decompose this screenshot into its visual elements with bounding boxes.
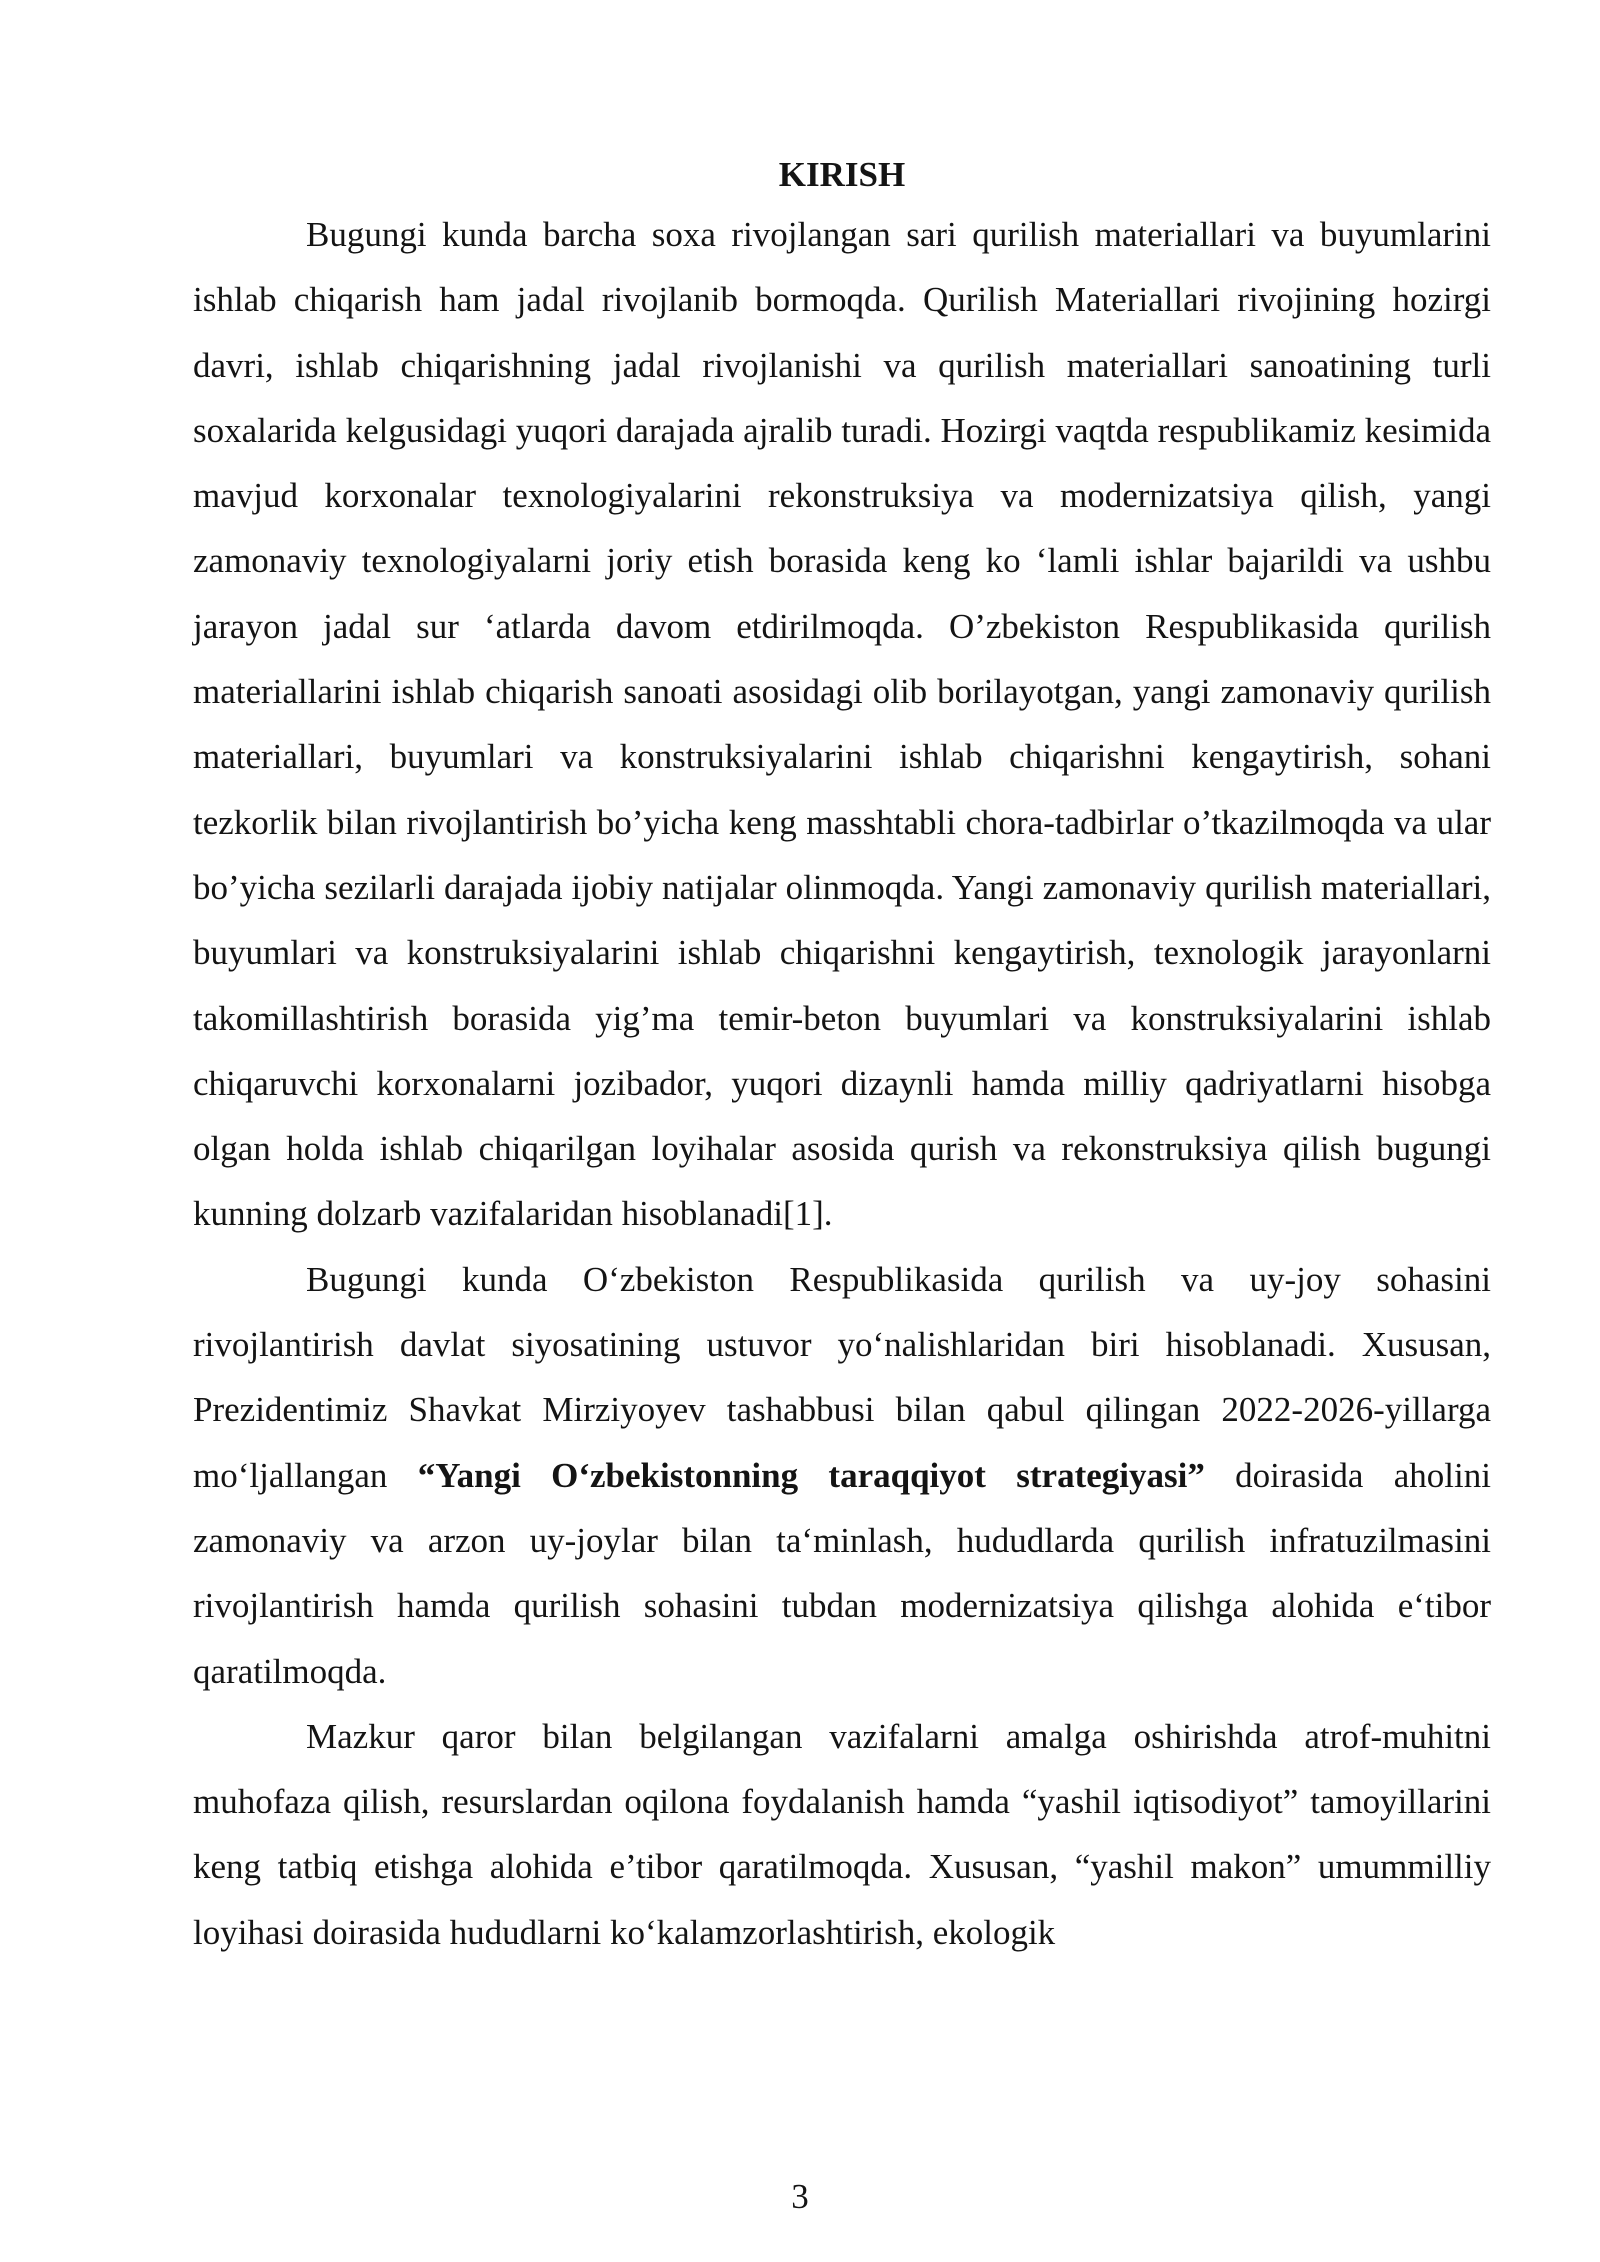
- paragraph-1: Bugungi kunda barcha soxa rivojlangan sari qurilish materiallari va buyumlarini ishlab chiqarish ham jadal rivojlanib bormoqda. Qurilish Materiallari rivojining hozirgi davri, ishlab chiqarishning jadal rivojlanishi va qurilish materiallari sanoatining turli soxalarida kelgusidagi yuqori darajada ajralib turadi. Hozirgi vaqtda respublikamiz kesimida mavjud korxonalar texnologiyalarini rekonstruksiya va modernizatsiya qilish, yangi zamonaviy texnologiyalarni joriy etish borasida keng ko ‘lamli ishlar bajarildi va ushbu jarayon jadal sur ‘atlarda davom etdirilmoqda. O’zbekiston Respublikasida qurilish materiallarini ishlab chiqarish sanoati asosidagi olib borilayotgan, yangi zamonaviy qurilish materiallari, buyumlari va konstruksiyalarini ishlab chiqarishni kengaytirish, sohani tezkorlik bilan rivojlantirish bo’yicha keng masshtabli chora-tadbirlar o’tkazilmoqda va ular bo’yicha sezilarli darajada ijobiy natijalar olinmoqda. Yangi zamonaviy qurilish materiallari, buyumlari va konstruksiyalarini ishlab chiqarishni kengaytirish, texnologik jarayonlarni takomillashtirish borasida yig’ma temir-beton buyumlari va konstruksiyalarini ishlab chiqaruvchi korxonalarni jozibador, yuqori dizaynli hamda milliy qadriyatlarni hisobga olgan holda ishlab chiqarilgan loyihalar asosida qurish va rekonstruksiya qilish bugungi kunning dolzarb vazifalaridan hisoblanadi[1].: [193, 215, 1491, 1234]
- section-heading: KIRISH: [778, 155, 906, 194]
- paragraph-2: [193, 1247, 1491, 1704]
- page-number: 3: [791, 2177, 809, 2216]
- strategy-title-bold: “Yangi O‘zbekistonning taraqqiyot strategiyasi”: [417, 1455, 1205, 1495]
- page-content: [193, 148, 1491, 1965]
- paragraph-2-text-end: doirasida aholini zamonaviy va arzon uy-joylar bilan ta‘minlash, hududlarda qurilish infratuzilmasini rivojlantirish hamda qurilish sohasini tubdan modernizatsiya qilishga alohida e‘tibor qaratilmoqda.: [193, 1455, 1491, 1691]
- paragraph-3: Mazkur qaror bilan belgilangan vazifalarni amalga oshirishda atrof-muhitni muhofaza qilish, resurslardan oqilona foydalanish hamda “yashil iqtisodiyot” tamoyillarini keng tatbiq etishga alohida e’tibor qaratilmoqda. Xususan, “yashil makon” umummilliy loyihasi doirasida hududlarni ko‘kalamzorlashtirish, ekologik: [193, 1716, 1491, 1952]
- paragraph-2-text-start: Bugungi kunda O‘zbekiston Respublikasida qurilish va uy-joy sohasini rivojlantirish davlat siyosatining ustuvor yo‘nalishlaridan biri hisoblanadi. Xususan, Prezidentimiz Shavkat Mirziyoyev tashabbusi bilan qabul qilingan 2022-2026-yillarga mo‘ljallangan: [193, 1259, 1491, 1495]
